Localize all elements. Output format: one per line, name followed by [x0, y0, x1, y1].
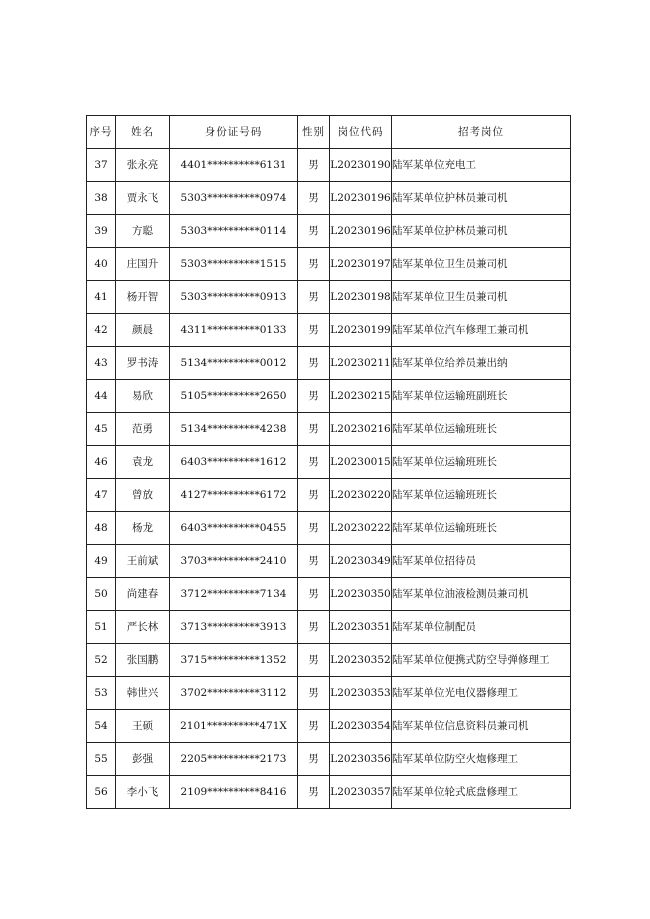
cell-name: 韩世兴 — [116, 677, 170, 710]
cell-id-number: 5303**********1515 — [170, 248, 298, 281]
cell-serial: 46 — [87, 446, 116, 479]
table-row — [87, 545, 571, 578]
cell-post-code: L20230352 — [330, 644, 392, 677]
cell-position: 陆军某单位制配员 — [392, 611, 571, 644]
cell-serial: 41 — [87, 281, 116, 314]
cell-name: 范勇 — [116, 413, 170, 446]
cell-serial: 47 — [87, 479, 116, 512]
cell-serial: 37 — [87, 149, 116, 182]
cell-post-code: L20230216 — [330, 413, 392, 446]
cell-gender: 男 — [298, 611, 330, 644]
header-position: 招考岗位 — [392, 116, 571, 149]
cell-position: 陆军某单位运输班班长 — [392, 413, 571, 446]
cell-id-number: 5303**********0913 — [170, 281, 298, 314]
cell-gender: 男 — [298, 479, 330, 512]
cell-position: 陆军某单位油液检测员兼司机 — [392, 578, 571, 611]
cell-id-number: 4401**********6131 — [170, 149, 298, 182]
header-gender: 性别 — [298, 116, 330, 149]
table-row — [87, 182, 571, 215]
cell-name: 方聪 — [116, 215, 170, 248]
table-row — [87, 347, 571, 380]
cell-post-code: L20230198 — [330, 281, 392, 314]
cell-position: 陆军某单位运输班班长 — [392, 446, 571, 479]
cell-gender: 男 — [298, 578, 330, 611]
cell-serial: 50 — [87, 578, 116, 611]
cell-id-number: 4127**********6172 — [170, 479, 298, 512]
cell-name: 杨龙 — [116, 512, 170, 545]
cell-serial: 56 — [87, 776, 116, 809]
cell-post-code: L20230356 — [330, 743, 392, 776]
cell-name: 袁龙 — [116, 446, 170, 479]
cell-position: 陆军某单位运输班副班长 — [392, 380, 571, 413]
cell-id-number: 6403**********0455 — [170, 512, 298, 545]
cell-post-code: L20230215 — [330, 380, 392, 413]
cell-name: 彭强 — [116, 743, 170, 776]
cell-gender: 男 — [298, 446, 330, 479]
cell-post-code: L20230350 — [330, 578, 392, 611]
cell-name: 易欣 — [116, 380, 170, 413]
cell-name: 庄国升 — [116, 248, 170, 281]
cell-post-code: L20230222 — [330, 512, 392, 545]
cell-position: 陆军某单位护林员兼司机 — [392, 182, 571, 215]
cell-position: 陆军某单位充电工 — [392, 149, 571, 182]
cell-name: 杨开智 — [116, 281, 170, 314]
header-post-code: 岗位代码 — [330, 116, 392, 149]
cell-post-code: L20230199 — [330, 314, 392, 347]
cell-gender: 男 — [298, 545, 330, 578]
cell-gender: 男 — [298, 215, 330, 248]
table-row — [87, 149, 571, 182]
cell-serial: 49 — [87, 545, 116, 578]
cell-position: 陆军某单位护林员兼司机 — [392, 215, 571, 248]
table-row — [87, 413, 571, 446]
cell-id-number: 3713**********3913 — [170, 611, 298, 644]
cell-id-number: 3703**********2410 — [170, 545, 298, 578]
cell-name: 王硕 — [116, 710, 170, 743]
table-row — [87, 611, 571, 644]
cell-position: 陆军某单位运输班班长 — [392, 479, 571, 512]
cell-name: 罗书涛 — [116, 347, 170, 380]
cell-id-number: 6403**********1612 — [170, 446, 298, 479]
cell-id-number: 4311**********0133 — [170, 314, 298, 347]
cell-id-number: 2101**********471X — [170, 710, 298, 743]
cell-post-code: L20230357 — [330, 776, 392, 809]
cell-post-code: L20230353 — [330, 677, 392, 710]
cell-position: 陆军某单位卫生员兼司机 — [392, 281, 571, 314]
cell-serial: 42 — [87, 314, 116, 347]
personnel-table — [86, 115, 571, 809]
cell-id-number: 5303**********0114 — [170, 215, 298, 248]
table-row — [87, 578, 571, 611]
cell-gender: 男 — [298, 512, 330, 545]
cell-id-number: 2109**********8416 — [170, 776, 298, 809]
cell-gender: 男 — [298, 677, 330, 710]
cell-position: 陆军某单位卫生员兼司机 — [392, 248, 571, 281]
cell-position: 陆军某单位轮式底盘修理工 — [392, 776, 571, 809]
cell-serial: 45 — [87, 413, 116, 446]
table-row — [87, 446, 571, 479]
table-row — [87, 281, 571, 314]
cell-serial: 48 — [87, 512, 116, 545]
cell-position: 陆军某单位汽车修理工兼司机 — [392, 314, 571, 347]
cell-name: 李小飞 — [116, 776, 170, 809]
cell-position: 陆军某单位运输班班长 — [392, 512, 571, 545]
cell-serial: 43 — [87, 347, 116, 380]
table-row — [87, 314, 571, 347]
table-row — [87, 776, 571, 809]
cell-id-number: 3702**********3112 — [170, 677, 298, 710]
cell-name: 贾永飞 — [116, 182, 170, 215]
cell-serial: 40 — [87, 248, 116, 281]
cell-gender: 男 — [298, 413, 330, 446]
cell-id-number: 5105**********2650 — [170, 380, 298, 413]
cell-post-code: L20230196 — [330, 182, 392, 215]
cell-post-code: L20230196 — [330, 215, 392, 248]
cell-position: 陆军某单位光电仪器修理工 — [392, 677, 571, 710]
cell-name: 王前斌 — [116, 545, 170, 578]
table-header-row — [87, 116, 571, 149]
cell-position: 陆军某单位招待员 — [392, 545, 571, 578]
table-row — [87, 215, 571, 248]
cell-post-code: L20230349 — [330, 545, 392, 578]
cell-gender: 男 — [298, 281, 330, 314]
table-row — [87, 710, 571, 743]
cell-serial: 54 — [87, 710, 116, 743]
cell-name: 颜晨 — [116, 314, 170, 347]
header-name: 姓名 — [116, 116, 170, 149]
table-row — [87, 248, 571, 281]
cell-id-number: 5134**********4238 — [170, 413, 298, 446]
cell-id-number: 3712**********7134 — [170, 578, 298, 611]
cell-position: 陆军某单位便携式防空导弹修理工 — [392, 644, 571, 677]
cell-position: 陆军某单位防空火炮修理工 — [392, 743, 571, 776]
table-row — [87, 479, 571, 512]
cell-post-code: L20230190 — [330, 149, 392, 182]
cell-name: 严长林 — [116, 611, 170, 644]
cell-post-code: L20230351 — [330, 611, 392, 644]
header-serial: 序号 — [87, 116, 116, 149]
cell-gender: 男 — [298, 380, 330, 413]
header-id-number: 身份证号码 — [170, 116, 298, 149]
cell-name: 尚建春 — [116, 578, 170, 611]
cell-position: 陆军某单位信息资料员兼司机 — [392, 710, 571, 743]
cell-serial: 55 — [87, 743, 116, 776]
cell-position: 陆军某单位给养员兼出纳 — [392, 347, 571, 380]
cell-id-number: 5303**********0974 — [170, 182, 298, 215]
cell-gender: 男 — [298, 743, 330, 776]
table-row — [87, 644, 571, 677]
cell-gender: 男 — [298, 182, 330, 215]
cell-gender: 男 — [298, 314, 330, 347]
table-row — [87, 677, 571, 710]
table-row — [87, 380, 571, 413]
cell-id-number: 3715**********1352 — [170, 644, 298, 677]
cell-post-code: L20230197 — [330, 248, 392, 281]
table-body — [87, 149, 571, 809]
cell-name: 张永亮 — [116, 149, 170, 182]
cell-name: 张国鹏 — [116, 644, 170, 677]
cell-serial: 51 — [87, 611, 116, 644]
cell-id-number: 5134**********0012 — [170, 347, 298, 380]
cell-serial: 53 — [87, 677, 116, 710]
cell-post-code: L20230211 — [330, 347, 392, 380]
cell-post-code: L20230220 — [330, 479, 392, 512]
cell-post-code: L20230015 — [330, 446, 392, 479]
cell-serial: 44 — [87, 380, 116, 413]
cell-id-number: 2205**********2173 — [170, 743, 298, 776]
cell-serial: 39 — [87, 215, 116, 248]
cell-post-code: L20230354 — [330, 710, 392, 743]
cell-gender: 男 — [298, 644, 330, 677]
table-row — [87, 512, 571, 545]
cell-serial: 38 — [87, 182, 116, 215]
cell-gender: 男 — [298, 347, 330, 380]
cell-gender: 男 — [298, 149, 330, 182]
cell-name: 曾放 — [116, 479, 170, 512]
cell-gender: 男 — [298, 248, 330, 281]
cell-serial: 52 — [87, 644, 116, 677]
cell-gender: 男 — [298, 776, 330, 809]
cell-gender: 男 — [298, 710, 330, 743]
table-row — [87, 743, 571, 776]
